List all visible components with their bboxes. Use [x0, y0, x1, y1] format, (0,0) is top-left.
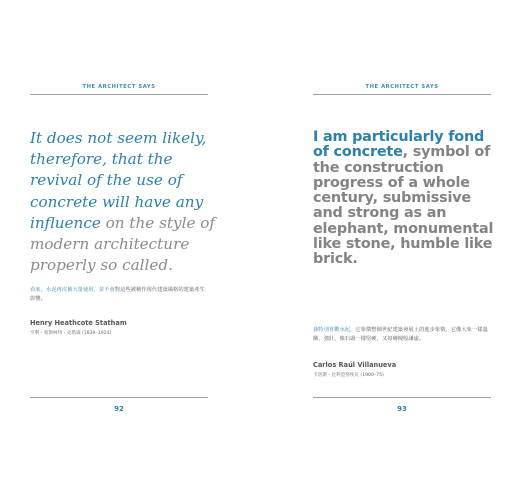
author-name: Carlos Raúl Villanueva: [313, 361, 397, 369]
quote-rest: , symbol of the construction progress of a whole century, submissive and strong as an elephant, monumental like stone, humble like brick.: [313, 144, 494, 268]
quote: [30, 128, 216, 276]
left-page: [30, 80, 216, 413]
author-name-chinese: 亨利・希斯柯特・史塔森 (1839–1924): [30, 331, 112, 336]
author-name: Henry Heathcote Statham: [30, 319, 127, 327]
running-header: THE ARCHITECT SAYS: [365, 84, 439, 90]
page-number: 92: [114, 405, 124, 413]
header-rule: [313, 94, 491, 95]
running-header: THE ARCHITECT SAYS: [82, 84, 156, 90]
header-rule: [30, 94, 208, 95]
quote-rest: on the style of modern architecture properly so called.: [30, 213, 216, 275]
author-name-chinese: 卡洛斯・比利亞努埃瓦 (1900–75): [313, 373, 384, 378]
chinese-translation: [313, 326, 491, 344]
page-number: 93: [397, 405, 407, 413]
chinese-translation: [30, 286, 208, 304]
footer-rule: [313, 397, 491, 398]
quote: [313, 130, 503, 268]
translation-highlight: 看來，水泥再次被大量使用，並不會: [30, 287, 115, 293]
translation-rest: 對這些被稱作現代建築風格的建築產生影響。: [30, 287, 205, 302]
quote-highlight: I am particularly fond of concrete: [313, 129, 485, 161]
quote-highlight: It does not seem likely, therefore, that the revival of the use of concrete will have any influence: [30, 129, 207, 232]
right-page: [313, 80, 494, 413]
translation-rest: ，它象徵整個世紀建築發展上的進步象徵，它像大象一樣溫馴、強壯，像石頭一樣堅硬，又如磚塊般謙虛。: [313, 327, 488, 342]
footer-rule: [30, 397, 208, 398]
translation-highlight: 我特別喜歡水泥: [313, 327, 351, 333]
